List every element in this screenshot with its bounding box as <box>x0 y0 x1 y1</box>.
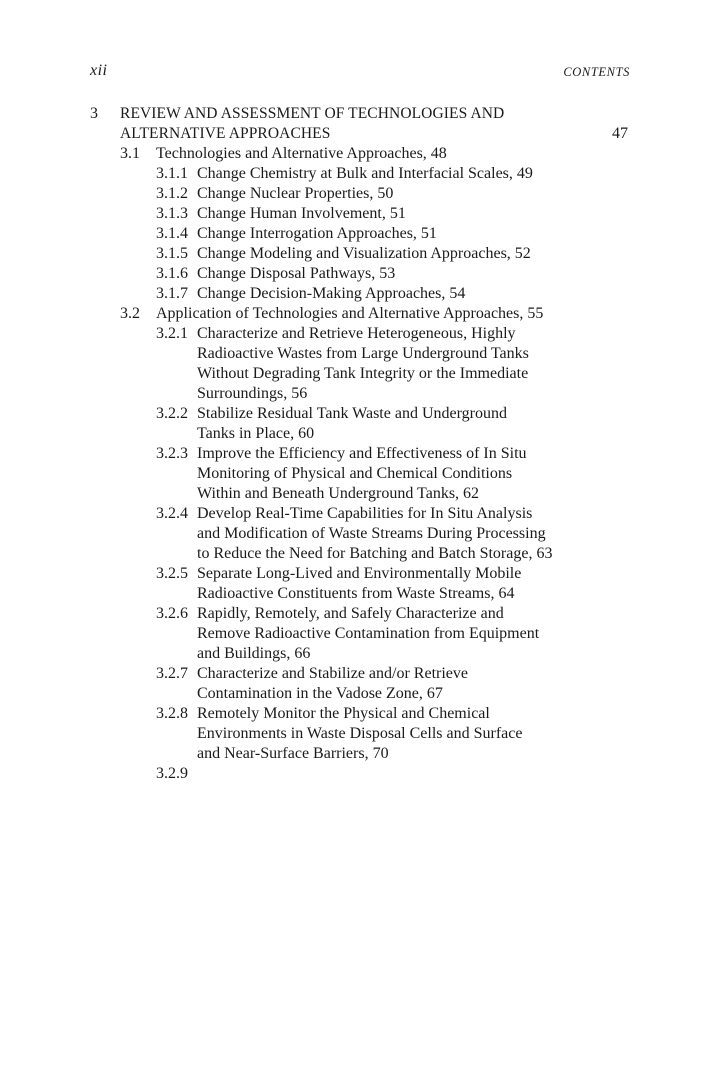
subsection-entry <box>156 184 630 204</box>
subsection-entry <box>156 224 630 244</box>
subsection-entry <box>156 284 630 304</box>
subsection-title-line: Contamination in the Vadose Zone, 67 <box>197 685 443 702</box>
subsection-title-line: Radioactive Wastes from Large Underground Tanks <box>197 345 529 362</box>
subsection-number: 3.1.5 <box>156 245 188 262</box>
subsection-title-line: Change Modeling and Visualization Approaches, 52 <box>197 245 531 262</box>
subsection-number: 3.1.2 <box>156 185 188 202</box>
running-head: CONTENTS <box>563 65 630 79</box>
section-number: 3.2 <box>120 305 140 322</box>
subsection-title-line: Characterize and Stabilize and/or Retrieve <box>197 665 468 682</box>
subsection-number: 3.2.2 <box>156 405 188 422</box>
subsection-entry <box>156 264 630 284</box>
subsection-entry <box>156 404 630 444</box>
section-entry <box>90 144 630 164</box>
subsection-title-line: Surroundings, 56 <box>197 385 308 402</box>
subsection-title-line: Remotely Monitor the Physical and Chemical <box>197 705 490 722</box>
subsection-entry <box>156 764 630 784</box>
subsection-title-line: Within and Beneath Underground Tanks, 62 <box>197 485 480 502</box>
subsection-title-line: Change Human Involvement, 51 <box>197 205 406 222</box>
subsection-number: 3.1.7 <box>156 285 188 302</box>
chapter-title <box>120 104 580 144</box>
subsection-entry <box>156 704 630 764</box>
subsection-title-line: and Buildings, 66 <box>197 645 311 662</box>
chapter-entry <box>90 104 630 144</box>
subsection-title-line: Develop Real-Time Capabilities for In Situ Analysis <box>197 505 533 522</box>
subsection-title-line: Improve the Efficiency and Effectiveness of In Situ <box>197 445 527 462</box>
subsection-title-line <box>197 764 630 784</box>
subsection-title-line: and Modification of Waste Streams During Processing <box>197 525 546 542</box>
subsection-number: 3.2.5 <box>156 565 188 582</box>
subsection-title-line: Characterize and Retrieve Heterogeneous, Highly <box>197 325 516 342</box>
subsection-title-line: Remove Radioactive Contamination from Equipment <box>197 625 540 642</box>
subsection-title-line: Radioactive Constituents from Waste Streams, 64 <box>197 585 515 602</box>
page-number: xii <box>90 62 108 79</box>
subsection-title-line: Monitoring of Physical and Chemical Conditions <box>197 465 513 482</box>
subsection-entry <box>156 164 630 184</box>
subsection-title-line: Without Degrading Tank Integrity or the Immediate <box>197 365 529 382</box>
subsection-title-line: Stabilize Residual Tank Waste and Underground <box>197 405 507 422</box>
sections-list <box>90 144 630 784</box>
chapter-title-line-2: ALTERNATIVE APPROACHES <box>120 125 331 142</box>
subsection-number: 3.2.7 <box>156 665 188 682</box>
subsection-title-line: Change Disposal Pathways, 53 <box>197 265 396 282</box>
subsection-number: 3.2.4 <box>156 505 188 522</box>
subsection-entry <box>156 324 630 404</box>
subsection-number: 3.1.1 <box>156 165 188 182</box>
subsection-number: 3.1.6 <box>156 265 188 282</box>
chapter-title-line-1: REVIEW AND ASSESSMENT OF TECHNOLOGIES AND <box>120 105 505 122</box>
subsection-entry <box>156 204 630 224</box>
section-title: Technologies and Alternative Approaches, 48 <box>156 145 447 162</box>
subsection-title-line: Environments in Waste Disposal Cells and Surface <box>197 725 523 742</box>
subsection-number: 3.2.9 <box>156 765 188 782</box>
subsection-title-line: Change Nuclear Properties, 50 <box>197 185 394 202</box>
subsection-title-line: and Near-Surface Barriers, 70 <box>197 745 389 762</box>
subsection-title-line: Rapidly, Remotely, and Safely Characterize and <box>197 605 504 622</box>
subsection-title-line: to Reduce the Need for Batching and Batch Storage, 63 <box>197 545 553 562</box>
subsection-title-line: Change Decision-Making Approaches, 54 <box>197 285 466 302</box>
chapter-page: 47 <box>612 125 628 142</box>
subsection-entry <box>156 444 630 504</box>
subsection-title-line: Change Interrogation Approaches, 51 <box>197 225 437 242</box>
subsection-entry <box>156 244 630 264</box>
subsection-number: 3.2.3 <box>156 445 188 462</box>
subsection-entry <box>156 604 630 664</box>
subsection-entry <box>156 504 630 564</box>
subsection-title-line: Separate Long-Lived and Environmentally Mobile <box>197 565 522 582</box>
subsection-number: 3.1.4 <box>156 225 188 242</box>
subsection-number: 3.2.1 <box>156 325 188 342</box>
chapter-number: 3 <box>90 105 98 122</box>
subsection-number: 3.2.6 <box>156 605 188 622</box>
subsection-number: 3.2.8 <box>156 705 188 722</box>
subsection-number: 3.1.3 <box>156 205 188 222</box>
subsection-title-line: Change Chemistry at Bulk and Interfacial Scales, 49 <box>197 165 533 182</box>
section-title: Application of Technologies and Alternative Approaches, 55 <box>156 305 544 322</box>
subsection-entry <box>156 664 630 704</box>
table-of-contents <box>90 104 630 784</box>
section-number: 3.1 <box>120 145 140 162</box>
subsection-title-line: Tanks in Place, 60 <box>197 425 315 442</box>
section-entry <box>90 304 630 324</box>
subsection-entry <box>156 564 630 604</box>
